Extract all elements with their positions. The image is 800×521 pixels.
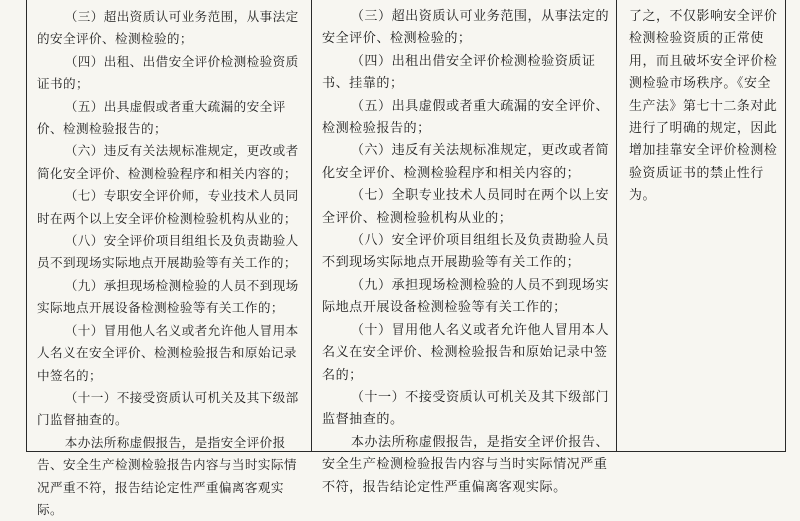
item-11: （十一）不接受资质认可机关及其下级部门监督抽查的。	[37, 389, 299, 428]
false-report-definition: 本办法所称虚假报告，是指安全评价报告、安全生产检测检验报告内容与当时实际情况严重不符，报告结论定性严重偏离客观实际。	[322, 434, 610, 495]
column-original	[27, 0, 312, 517]
false-report-definition: 本办法所称虚假报告，是指安全评价报告、安全生产检测检验报告内容与当时实际情况严重不符，报告结论定性严重偏离客观实际。	[37, 434, 297, 517]
item-8: （八）安全评价项目组组长及负责勘验人员不到现场实际地点开展勘验等有关工作的；	[322, 233, 610, 271]
column-explanation	[617, 0, 784, 451]
item-4: （四）出租、出借安全评价检测检验资质证书的；	[37, 53, 299, 92]
explanation-text: 了之，不仅影响安全评价检测检验资质的正常使用，而且破坏安全评价检测检验市场秩序。《安全生产法》第七十二条对此进行了明确的规定，因此增加挂靠安全评价检测检验资质证书的禁止性行为。	[629, 9, 778, 204]
item-6: （六）违反有关法规标准规定，更改或者简化安全评价、检测检验程序和相关内容的；	[322, 143, 610, 181]
item-4: （四）出租出借安全评价检测检验资质证书、挂靠的；	[322, 53, 596, 92]
item-10: （十）冒用他人名义或者允许他人冒用本人名义在安全评价、检测检验报告和原始记录中签名的；	[37, 322, 299, 383]
item-7: （七）全职专业技术人员同时在两个以上安全评价、检测检验机构从业的；	[322, 188, 610, 226]
item-3: （三）超出资质认可业务范围，从事法定的安全评价、检测检验的；	[37, 9, 299, 47]
item-5: （五）出具虚假或者重大疏漏的安全评价、检测检验报告的；	[322, 98, 610, 137]
column-revised	[312, 0, 617, 495]
comparison-table	[26, 0, 786, 517]
item-9: （九）承担现场检测检验的人员不到现场实际地点开展设备检测检验等有关工作的；	[37, 277, 299, 316]
item-7: （七）专职安全评价师，专业技术人员同时在两个以上安全评价检测检验机构从业的；	[37, 188, 299, 226]
item-11: （十一）不接受资质认可机关及其下级部门监督抽查的。	[322, 389, 610, 428]
item-6: （六）违反有关法规标准规定，更改或者简化安全评价、检测检验程序和相关内容的；	[37, 143, 299, 181]
item-5: （五）出具虚假或者重大疏漏的安全评价、检测检验报告的；	[37, 98, 286, 137]
item-8: （八）安全评价项目组组长及负责勘验人员不到现场实际地点开展勘验等有关工作的；	[37, 233, 299, 271]
item-10: （十）冒用他人名义或者允许他人冒用本人名义在安全评价、检测检验报告和原始记录中签名的；	[322, 322, 610, 383]
item-9: （九）承担现场检测检验的人员不到现场实际地点开展设备检测检验等有关工作的；	[322, 277, 610, 316]
item-3: （三）超出资质认可业务范围，从事法定的安全评价、检测检验的；	[322, 9, 610, 47]
